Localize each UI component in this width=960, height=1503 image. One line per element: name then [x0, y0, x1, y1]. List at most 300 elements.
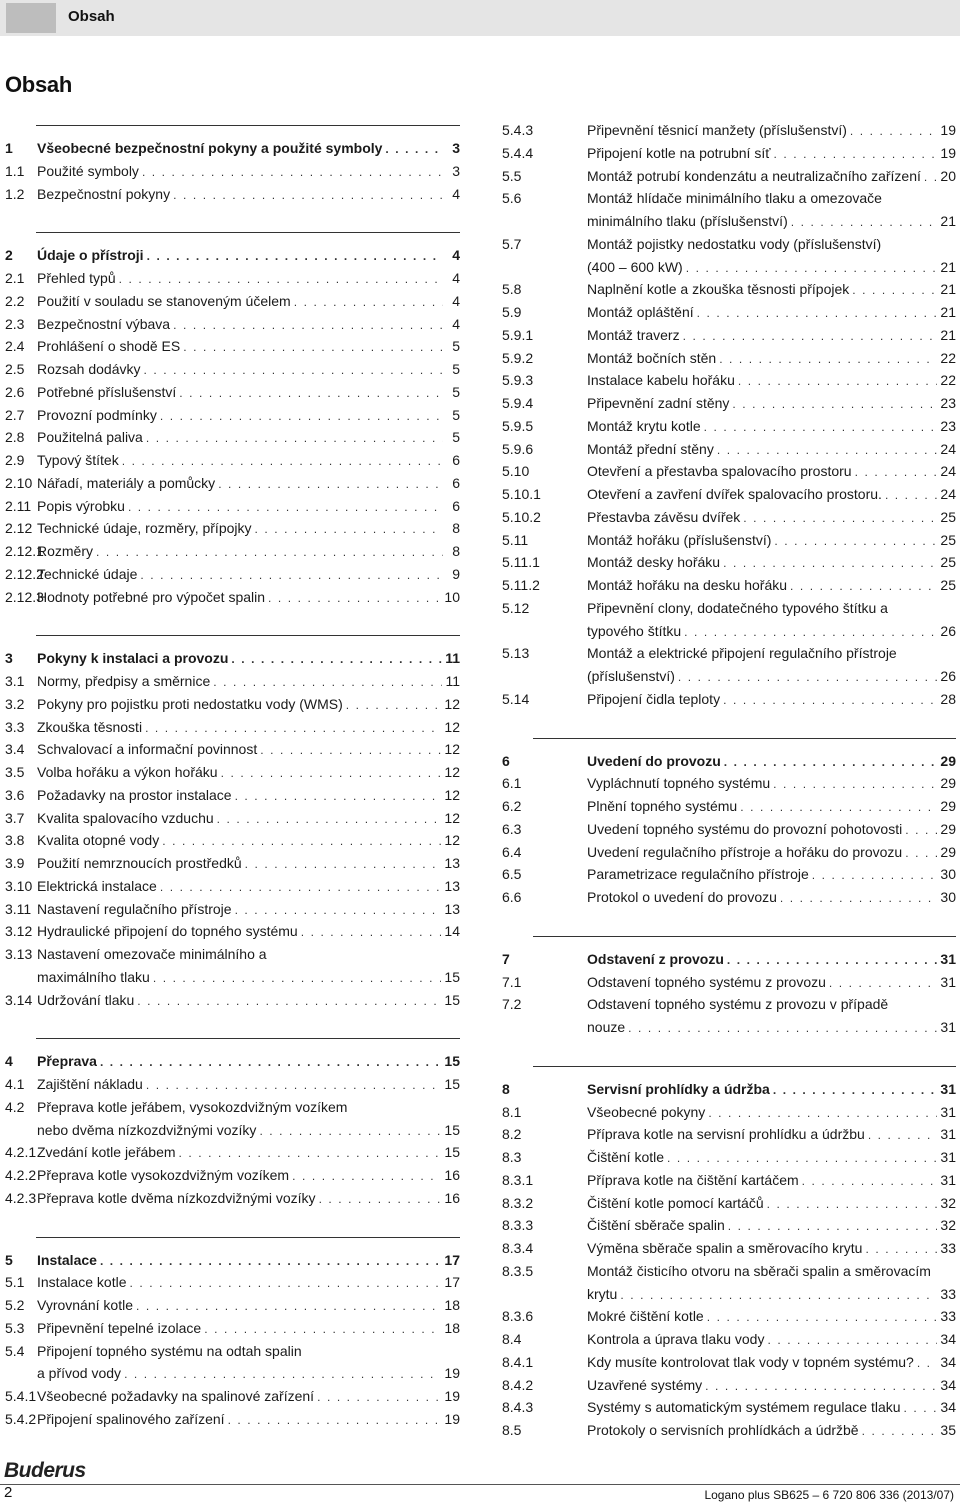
toc-number: 3.10 [5, 877, 33, 894]
toc-entry[interactable] [502, 417, 956, 437]
toc-entry[interactable] [502, 394, 956, 414]
toc-page-number: 31 [940, 1171, 956, 1188]
toc-number: 5.10.2 [502, 508, 541, 525]
toc-title: Požadavky na prostor instalace [37, 786, 232, 803]
section-rule [36, 125, 460, 126]
toc-number: 2.12.3 [5, 588, 44, 605]
toc-chapter[interactable] [5, 1052, 460, 1072]
toc-entry[interactable] [502, 144, 956, 164]
toc-title: Zajištění nákladu [37, 1076, 143, 1092]
toc-page-number: 25 [940, 577, 956, 593]
toc-page-number: 13 [444, 855, 460, 871]
toc-number: 5.11 [502, 531, 529, 548]
dot-leader [217, 810, 442, 828]
toc-number: 2.7 [5, 406, 25, 423]
toc-title: Technické údaje [37, 565, 138, 582]
toc-entry[interactable] [502, 599, 956, 619]
toc-entry[interactable] [502, 797, 956, 817]
toc-chapter[interactable] [502, 950, 956, 970]
toc-title: Příprava kotle na servisní prohlídku a údržbu [587, 1126, 865, 1143]
toc-page-number: 12 [444, 809, 460, 826]
dot-leader [317, 1388, 441, 1406]
toc-number: 8.5 [502, 1422, 522, 1438]
dot-leader [802, 1172, 938, 1190]
toc-entry[interactable] [502, 462, 956, 482]
toc-title: Popis výrobku [37, 497, 125, 514]
toc-number: 3.2 [5, 695, 25, 712]
toc-number: 5.7 [502, 235, 522, 252]
toc-title: Připevnění clony, dodatečného typového štítku a [587, 599, 888, 616]
toc-entry[interactable] [502, 843, 956, 863]
toc-entry[interactable] [5, 1189, 460, 1209]
toc-entry[interactable] [5, 854, 460, 874]
toc-entry[interactable] [5, 1075, 460, 1095]
toc-title: Nastavení omezovače minimálního a [37, 946, 267, 962]
toc-title: Přeprava kotle dvěma nízkozdvižnými vozíky [37, 1189, 316, 1206]
toc-number: 5.12 [502, 599, 530, 616]
toc-entry[interactable] [502, 167, 956, 187]
toc-entry-continuation[interactable] [587, 258, 956, 278]
toc-page-number: 11 [445, 650, 460, 667]
toc-number: 5.9.6 [502, 440, 534, 457]
toc-page-number: 4 [452, 270, 460, 286]
toc-entry[interactable] [5, 1273, 460, 1293]
toc-entry-continuation[interactable] [37, 1364, 460, 1384]
toc-chapter[interactable] [5, 1251, 460, 1271]
toc-page-number: 25 [940, 531, 956, 548]
toc-entry[interactable] [502, 1398, 956, 1418]
toc-entry[interactable] [5, 1143, 460, 1163]
dot-leader [228, 1411, 442, 1429]
toc-title-continued: nebo dvěma nízkozdvižnými vozíky [37, 1121, 257, 1138]
toc-page-number: 4 [452, 315, 460, 332]
toc-entry[interactable] [502, 774, 956, 794]
toc-entry[interactable] [5, 406, 460, 426]
toc-chapter[interactable] [5, 139, 460, 159]
toc-entry-continuation[interactable] [587, 1285, 956, 1305]
toc-title: Použité symboly [37, 162, 139, 179]
toc-number: 5.11.2 [502, 577, 540, 593]
toc-page-number: 19 [940, 122, 956, 138]
toc-entry[interactable] [502, 531, 956, 551]
toc-entry[interactable] [5, 451, 460, 471]
toc-number: 6.5 [502, 866, 522, 883]
toc-number: 6.1 [502, 775, 522, 792]
toc-page-number: 17 [444, 1274, 460, 1291]
toc-entry[interactable] [5, 292, 460, 312]
toc-page-number: 5 [452, 429, 460, 446]
toc-entry[interactable] [502, 1353, 956, 1373]
toc-title: Všeobecné požadavky na spalinové zařízení [37, 1388, 315, 1404]
toc-entry[interactable] [5, 1319, 460, 1339]
toc-number: 6 [502, 752, 510, 769]
dot-leader [183, 338, 443, 356]
toc-entry[interactable] [502, 973, 956, 993]
toc-number: 8.3 [502, 1149, 522, 1165]
toc-number: 8.3.4 [502, 1240, 534, 1256]
toc-entry[interactable] [502, 1171, 956, 1191]
toc-title: Nastavení regulačního přístroje [37, 900, 232, 917]
toc-entry[interactable] [5, 831, 460, 851]
toc-entry[interactable] [502, 189, 956, 209]
dot-leader [773, 775, 937, 793]
toc-entry[interactable] [502, 888, 956, 908]
toc-title: Přeprava kotle jeřábem, vysokozdvižným vozíkem [37, 1098, 348, 1115]
toc-entry-continuation[interactable] [37, 968, 460, 988]
toc-title: Otevření a zavření dvířek spalovacího prostoru. [587, 486, 882, 502]
toc-entry-continuation[interactable] [587, 622, 956, 642]
toc-number: 3.1 [5, 673, 25, 689]
toc-page-number: 29 [940, 752, 956, 769]
toc-page-number: 13 [444, 877, 460, 894]
toc-entry[interactable] [502, 1330, 956, 1350]
toc-page-number: 19 [444, 1410, 460, 1427]
toc-number: 5 [5, 1251, 13, 1268]
toc-number: 5.2 [5, 1297, 25, 1313]
toc-page-number: 21 [940, 281, 956, 298]
toc-number: 1.1 [5, 162, 25, 179]
toc-title: Připojení kotle na potrubní síť [587, 144, 771, 161]
toc-page-number: 15 [444, 1076, 460, 1092]
toc-entry[interactable] [502, 303, 956, 323]
toc-entry[interactable] [502, 690, 956, 710]
toc-page-number: 29 [940, 798, 956, 814]
dot-leader [740, 798, 937, 816]
toc-title: Uvedení regulačního přístroje a hořáku do provozu [587, 843, 903, 860]
toc-entry[interactable] [502, 371, 956, 391]
toc-title: Bezpečnostní výbava [37, 315, 171, 332]
toc-number: 4.2.1 [5, 1144, 37, 1161]
toc-title-continued: nouze [587, 1019, 626, 1035]
toc-number: 3.5 [5, 764, 25, 780]
toc-title: Hydraulické připojení do topného systému [37, 923, 298, 940]
toc-entry[interactable] [5, 809, 460, 829]
toc-title: Uzavřené systémy [587, 1376, 703, 1393]
toc-page-number: 21 [940, 213, 956, 229]
dot-leader [301, 923, 442, 941]
toc-entry[interactable] [5, 945, 460, 965]
toc-page-number: 6 [452, 497, 460, 514]
toc-title-continued: (příslušenství) [587, 668, 675, 684]
toc-number: 8.2 [502, 1126, 522, 1143]
toc-entry[interactable] [5, 1342, 460, 1362]
toc-number: 2.4 [5, 338, 25, 355]
dot-leader [128, 498, 443, 516]
toc-number: 8 [502, 1080, 510, 1097]
toc-title: Připevnění tepelné izolace [37, 1319, 202, 1336]
toc-entry-continuation[interactable] [587, 667, 956, 687]
toc-number: 5.11.1 [502, 554, 540, 571]
dot-leader [162, 832, 441, 850]
toc-entry[interactable] [5, 565, 460, 585]
toc-page-number: 6 [452, 452, 460, 468]
toc-page-number: 28 [940, 690, 956, 707]
toc-entry[interactable] [5, 337, 460, 357]
dot-leader [780, 889, 938, 907]
toc-entry[interactable] [502, 508, 956, 528]
toc-entry[interactable] [5, 877, 460, 897]
toc-title: Provozní podmínky [37, 406, 157, 423]
footer-divider [0, 1484, 960, 1485]
toc-page-number: 3 [452, 162, 460, 179]
toc-number: 5.4.3 [502, 122, 534, 138]
toc-entry[interactable] [5, 428, 460, 448]
toc-page-number: 19 [940, 144, 956, 161]
toc-entry[interactable] [5, 497, 460, 517]
dot-leader [705, 1377, 937, 1395]
toc-title: Připevnění zadní stěny [587, 395, 730, 411]
toc-entry[interactable] [5, 1296, 460, 1316]
toc-page-number: 35 [940, 1422, 956, 1438]
dot-leader [727, 951, 938, 969]
dot-leader [774, 532, 937, 550]
toc-page-number: 34 [940, 1331, 956, 1347]
dot-leader [231, 650, 442, 668]
toc-entry[interactable] [5, 1410, 460, 1430]
toc-page-number: 12 [444, 832, 460, 849]
toc-title: Příprava kotle na čištění kartáčem [587, 1171, 799, 1188]
toc-entry[interactable] [502, 121, 956, 141]
toc-entry[interactable] [502, 1421, 956, 1441]
toc-entry[interactable] [502, 1376, 956, 1396]
dot-leader [385, 140, 443, 158]
toc-page-number: 5 [452, 361, 460, 377]
toc-entry[interactable] [502, 349, 956, 369]
toc-title: Montáž hlídače minimálního tlaku a omezovače [587, 190, 882, 207]
toc-number: 2 [5, 247, 13, 264]
toc-title: Montáž potrubí kondenzátu a neutralizačního zařízení [587, 167, 921, 184]
toc-number: 5.1 [5, 1274, 25, 1291]
toc-chapter[interactable] [5, 649, 460, 669]
toc-title: Otevření a přestavba spalovacího prostoru [587, 463, 852, 480]
dot-leader [235, 901, 442, 919]
toc-number: 4.2.2 [5, 1167, 37, 1183]
toc-page-number: 29 [940, 843, 956, 860]
toc-entry[interactable] [5, 718, 460, 738]
toc-entry[interactable] [502, 485, 956, 505]
toc-page-number: 31 [940, 1080, 956, 1097]
dot-leader [235, 787, 442, 805]
toc-title: Instalace kotle [37, 1274, 127, 1291]
toc-number: 8.4 [502, 1331, 522, 1347]
toc-chapter[interactable] [5, 246, 460, 266]
toc-entry[interactable] [502, 1103, 956, 1123]
toc-number: 6.4 [502, 843, 522, 860]
toc-number: 5.9 [502, 304, 522, 320]
toc-page-number: 3 [452, 140, 460, 156]
toc-title-continued: a přívod vody [37, 1365, 122, 1382]
toc-entry[interactable] [5, 740, 460, 760]
toc-entry[interactable] [5, 542, 460, 562]
toc-entry[interactable] [5, 383, 460, 403]
section-rule [36, 232, 460, 233]
toc-chapter[interactable] [502, 1080, 956, 1100]
dot-leader [122, 452, 443, 470]
dot-leader [773, 145, 937, 163]
toc-number: 5.4.1 [5, 1388, 37, 1404]
toc-title: Montáž bočních stěn [587, 349, 717, 366]
toc-number: 5.4.2 [5, 1410, 37, 1427]
toc-page-number: 6 [452, 474, 460, 491]
toc-number: 1 [5, 140, 13, 156]
dot-leader [213, 673, 442, 691]
toc-number: 2.2 [5, 292, 25, 309]
toc-page-number: 18 [444, 1297, 460, 1313]
dot-leader [850, 122, 938, 140]
toc-title: Připojení topného systému na odtah spalin [37, 1342, 302, 1359]
section-rule [533, 936, 956, 937]
toc-number: 5.5 [502, 167, 522, 184]
toc-page-number: 21 [940, 326, 956, 343]
toc-title: Čištění kotle [587, 1149, 665, 1165]
toc-page-number: 34 [940, 1399, 956, 1416]
toc-entry[interactable] [5, 360, 460, 380]
toc-number: 8.4.3 [502, 1399, 534, 1416]
toc-number: 7 [502, 950, 510, 967]
toc-entry[interactable] [502, 440, 956, 460]
dot-leader [719, 350, 937, 368]
toc-number: 8.3.5 [502, 1262, 534, 1279]
toc-number: 3.7 [5, 809, 25, 826]
toc-title: Vypláchnutí topného systému [587, 775, 771, 792]
toc-number: 6.2 [502, 798, 522, 814]
toc-entry[interactable] [502, 1148, 956, 1168]
dot-leader [707, 1308, 938, 1326]
toc-title: Uvedení do provozu [587, 752, 721, 769]
dot-leader [260, 741, 441, 759]
toc-entry[interactable] [5, 900, 460, 920]
toc-entry[interactable] [502, 644, 956, 664]
toc-entry[interactable] [5, 588, 460, 608]
toc-title: Přehled typů [37, 270, 116, 286]
toc-page-number: 21 [940, 304, 956, 320]
toc-entry[interactable] [5, 991, 460, 1011]
toc-entry[interactable] [502, 995, 956, 1015]
toc-entry[interactable] [5, 695, 460, 715]
toc-number: 5.9.2 [502, 349, 534, 366]
toc-title: Zvedání kotle jeřábem [37, 1144, 176, 1161]
toc-entry[interactable] [502, 1307, 956, 1327]
toc-entry[interactable] [5, 162, 460, 182]
toc-title: Připojení čidla teploty [587, 690, 721, 707]
toc-title: Schvalovací a informační povinnost [37, 741, 258, 758]
toc-title: Kvalita spalovacího vzduchu [37, 809, 214, 826]
toc-entry[interactable] [5, 315, 460, 335]
toc-number: 2.10 [5, 474, 33, 491]
toc-entry[interactable] [502, 865, 956, 885]
dot-leader [130, 1274, 442, 1292]
toc-number: 2.1 [5, 270, 25, 286]
toc-entry[interactable] [5, 519, 460, 539]
toc-page-number: 8 [452, 543, 460, 559]
toc-title: Montáž traverz [587, 326, 680, 343]
toc-title: Montáž opláštění [587, 304, 694, 320]
toc-entry[interactable] [502, 1262, 956, 1282]
toc-page-number: 10 [444, 588, 460, 605]
toc-title: Servisní prohlídky a údržba [587, 1080, 770, 1097]
toc-entry[interactable] [502, 280, 956, 300]
toc-page-number: 25 [940, 554, 956, 571]
toc-title: Instalace [37, 1251, 97, 1268]
toc-entry[interactable] [5, 763, 460, 783]
toc-entry[interactable] [5, 1166, 460, 1186]
toc-title: Uvedení topného systému do provozní pohotovosti [587, 820, 903, 837]
toc-page-number: 21 [940, 258, 956, 275]
toc-number: 4.2.3 [5, 1189, 37, 1206]
toc-entry[interactable] [5, 922, 460, 942]
toc-entry[interactable] [502, 1239, 956, 1259]
toc-page-number: 32 [940, 1217, 956, 1234]
toc-entry[interactable] [502, 553, 956, 573]
toc-title: Normy, předpisy a směrnice [37, 673, 211, 689]
toc-number: 3.3 [5, 718, 25, 735]
toc-entry[interactable] [5, 269, 460, 289]
toc-entry[interactable] [502, 1125, 956, 1145]
dot-leader [812, 866, 938, 884]
toc-title: Hodnoty potřebné pro výpočet spalin [37, 588, 266, 605]
toc-title: Parametrizace regulačního přístroje [587, 866, 809, 883]
section-rule [36, 635, 460, 636]
toc-entry[interactable] [5, 672, 460, 692]
dot-leader [100, 1252, 441, 1270]
page-title: Obsah [5, 72, 72, 97]
dot-leader [686, 259, 938, 277]
toc-entry[interactable] [5, 474, 460, 494]
toc-number: 5.4 [5, 1342, 25, 1359]
toc-entry[interactable] [502, 820, 956, 840]
toc-number: 5.10 [502, 463, 530, 480]
dot-leader [767, 1195, 938, 1213]
dot-leader [924, 168, 938, 186]
toc-entry[interactable] [502, 326, 956, 346]
toc-title: Použití nemrznoucích prostředků [37, 855, 242, 871]
toc-number: 3.9 [5, 855, 25, 871]
toc-entry[interactable] [502, 1216, 956, 1236]
toc-number: 5.13 [502, 645, 530, 662]
toc-title: Instalace kabelu hořáku [587, 372, 735, 389]
toc-entry-continuation[interactable] [37, 1121, 460, 1141]
toc-number: 8.3.1 [502, 1171, 534, 1188]
toc-page-number: 13 [444, 900, 460, 917]
toc-page-number: 33 [940, 1285, 956, 1302]
toc-entry[interactable] [502, 235, 956, 255]
toc-entry[interactable] [5, 1098, 460, 1118]
dot-leader [885, 486, 937, 504]
document-reference: Logano plus SB625 – 6 720 806 336 (2013/07) [704, 1488, 954, 1502]
toc-page-number: 14 [444, 923, 460, 940]
toc-entry[interactable] [5, 786, 460, 806]
toc-entry[interactable] [502, 1194, 956, 1214]
toc-number: 2.5 [5, 361, 25, 377]
toc-title: Systémy s automatickým systémem regulace tlaku [587, 1399, 901, 1416]
dot-leader [147, 247, 443, 265]
toc-title: Prohlášení o shodě ES [37, 338, 181, 355]
toc-number: 5.14 [502, 690, 530, 707]
dot-leader [140, 566, 443, 584]
toc-entry-continuation[interactable] [587, 1018, 956, 1038]
toc-number: 8.4.2 [502, 1376, 534, 1393]
dot-leader [723, 691, 937, 709]
toc-page-number: 15 [444, 1053, 460, 1070]
toc-title: Všeobecné pokyny [587, 1103, 706, 1120]
toc-entry[interactable] [5, 185, 460, 205]
section-rule [533, 738, 956, 739]
toc-entry[interactable] [5, 1387, 460, 1407]
toc-chapter[interactable] [502, 752, 956, 772]
toc-entry[interactable] [502, 576, 956, 596]
toc-entry-continuation[interactable] [587, 212, 956, 232]
dot-leader [855, 463, 938, 481]
